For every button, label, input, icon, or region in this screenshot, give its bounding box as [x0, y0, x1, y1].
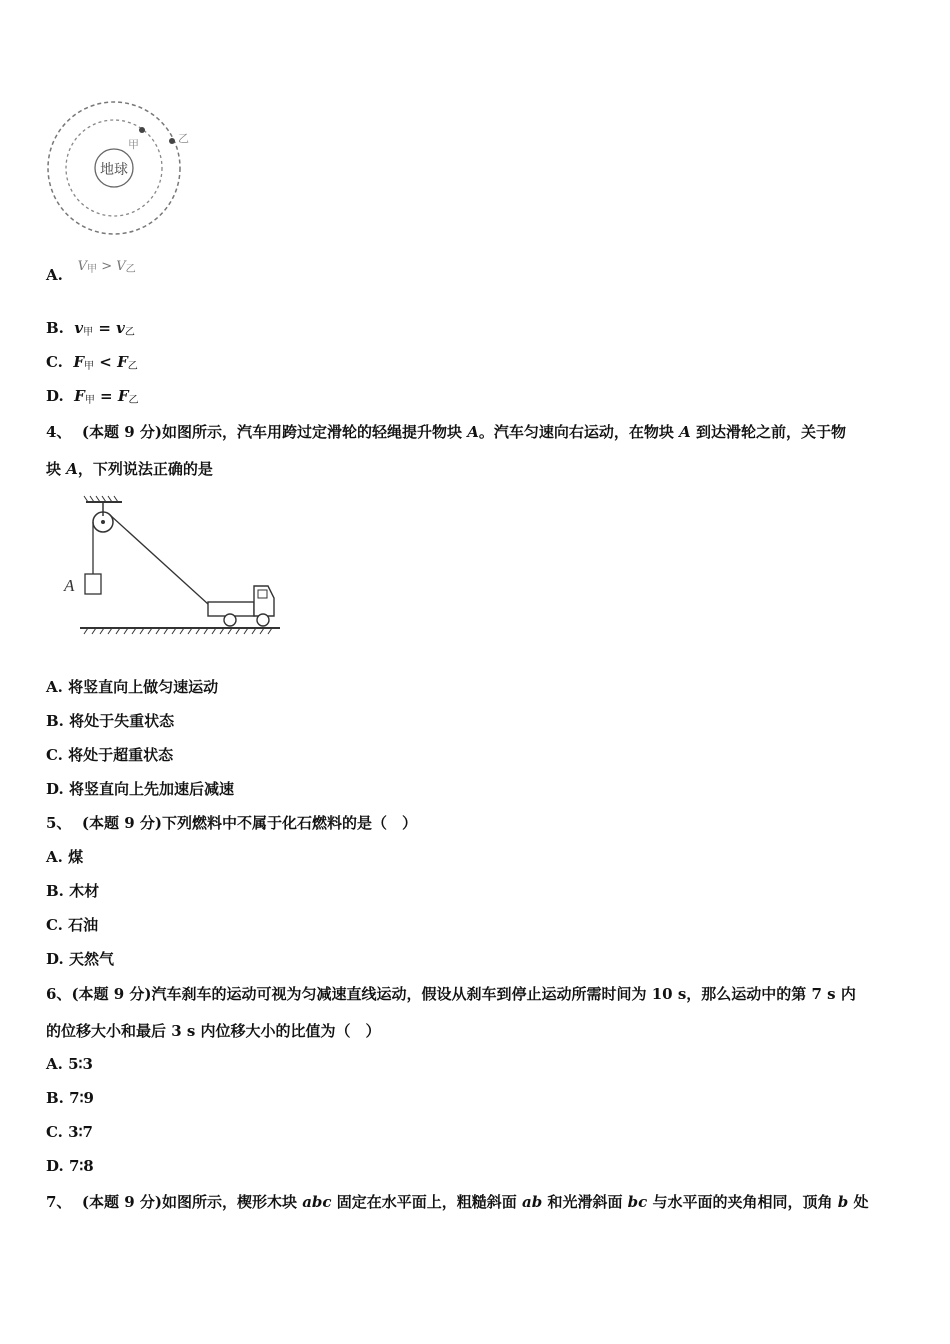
q5-option-c: C. 石油: [46, 916, 99, 934]
option-letter: A.: [46, 266, 63, 284]
q4-option-c: C. 将处于超重状态: [46, 746, 174, 764]
q7-stem-line1: 7、 (本题 9 分)如图所示，楔形木块 abc 固定在水平面上，粗糙斜面 ab 和光滑斜面 bc 与水平面的夹角相同，顶角 b 处: [46, 1193, 869, 1211]
q3-option-b: B. $v_甲 = v_乙$: [46, 319, 135, 338]
q6-option-b: B. 7∶9: [46, 1089, 94, 1107]
q4-option-a: A. 将竖直向上做匀速运动: [46, 678, 219, 696]
q4-option-b: B. 将处于失重状态: [46, 712, 175, 730]
block-a-label: A: [64, 576, 75, 595]
earth-label: 地球: [100, 162, 128, 178]
q6-option-a: A. 5∶3: [46, 1055, 93, 1073]
q6-option-d: D. 7∶8: [46, 1157, 94, 1175]
q3-option-c: C. $F_甲 < F_乙$: [46, 353, 138, 372]
truck: [208, 586, 274, 626]
block-a: [85, 574, 101, 594]
q6-stem-line1: 6、(本题 9 分)汽车刹车的运动可视为匀减速直线运动，假设从刹车到停止运动所需时间为 10 s，那么运动中的第 7 s 内: [46, 985, 856, 1003]
orbit-figure: [44, 96, 204, 244]
q4-stem-line1: 4、 (本题 9 分)如图所示，汽车用跨过定滑轮的轻绳提升物块 A。汽车匀速向右运动，在物块 A 到达滑轮之前，关于物: [46, 423, 846, 441]
pulley-truck-figure: [58, 494, 286, 646]
option-letter: C.: [46, 353, 63, 371]
q6-stem-line2: 的位移大小和最后 3 s 内位移大小的比值为（ ）: [46, 1022, 381, 1040]
q3-option-d: D. $F_甲 = F_乙$: [46, 387, 139, 406]
q5-option-a: A. 煤: [46, 848, 84, 866]
option-letter: D.: [46, 387, 64, 405]
satellite-yi-label: 乙: [178, 132, 189, 145]
satellite-jia-label: 甲: [128, 138, 139, 151]
satellite-jia-dot: [139, 127, 145, 133]
q5-stem: 5、 (本题 9 分)下列燃料中不属于化石燃料的是（ ）: [46, 814, 417, 832]
satellite-yi-dot: [169, 138, 175, 144]
q3-option-a: A. $V_甲 > V_乙$: [46, 259, 136, 284]
q4-stem-line2: 块 A，下列说法正确的是: [46, 460, 213, 478]
q6-option-c: C. 3∶7: [46, 1123, 93, 1141]
q5-option-d: D. 天然气: [46, 950, 114, 968]
option-letter: B.: [46, 319, 64, 337]
q4-option-d: D. 将竖直向上先加速后减速: [46, 780, 234, 798]
q5-option-b: B. 木材: [46, 882, 100, 900]
